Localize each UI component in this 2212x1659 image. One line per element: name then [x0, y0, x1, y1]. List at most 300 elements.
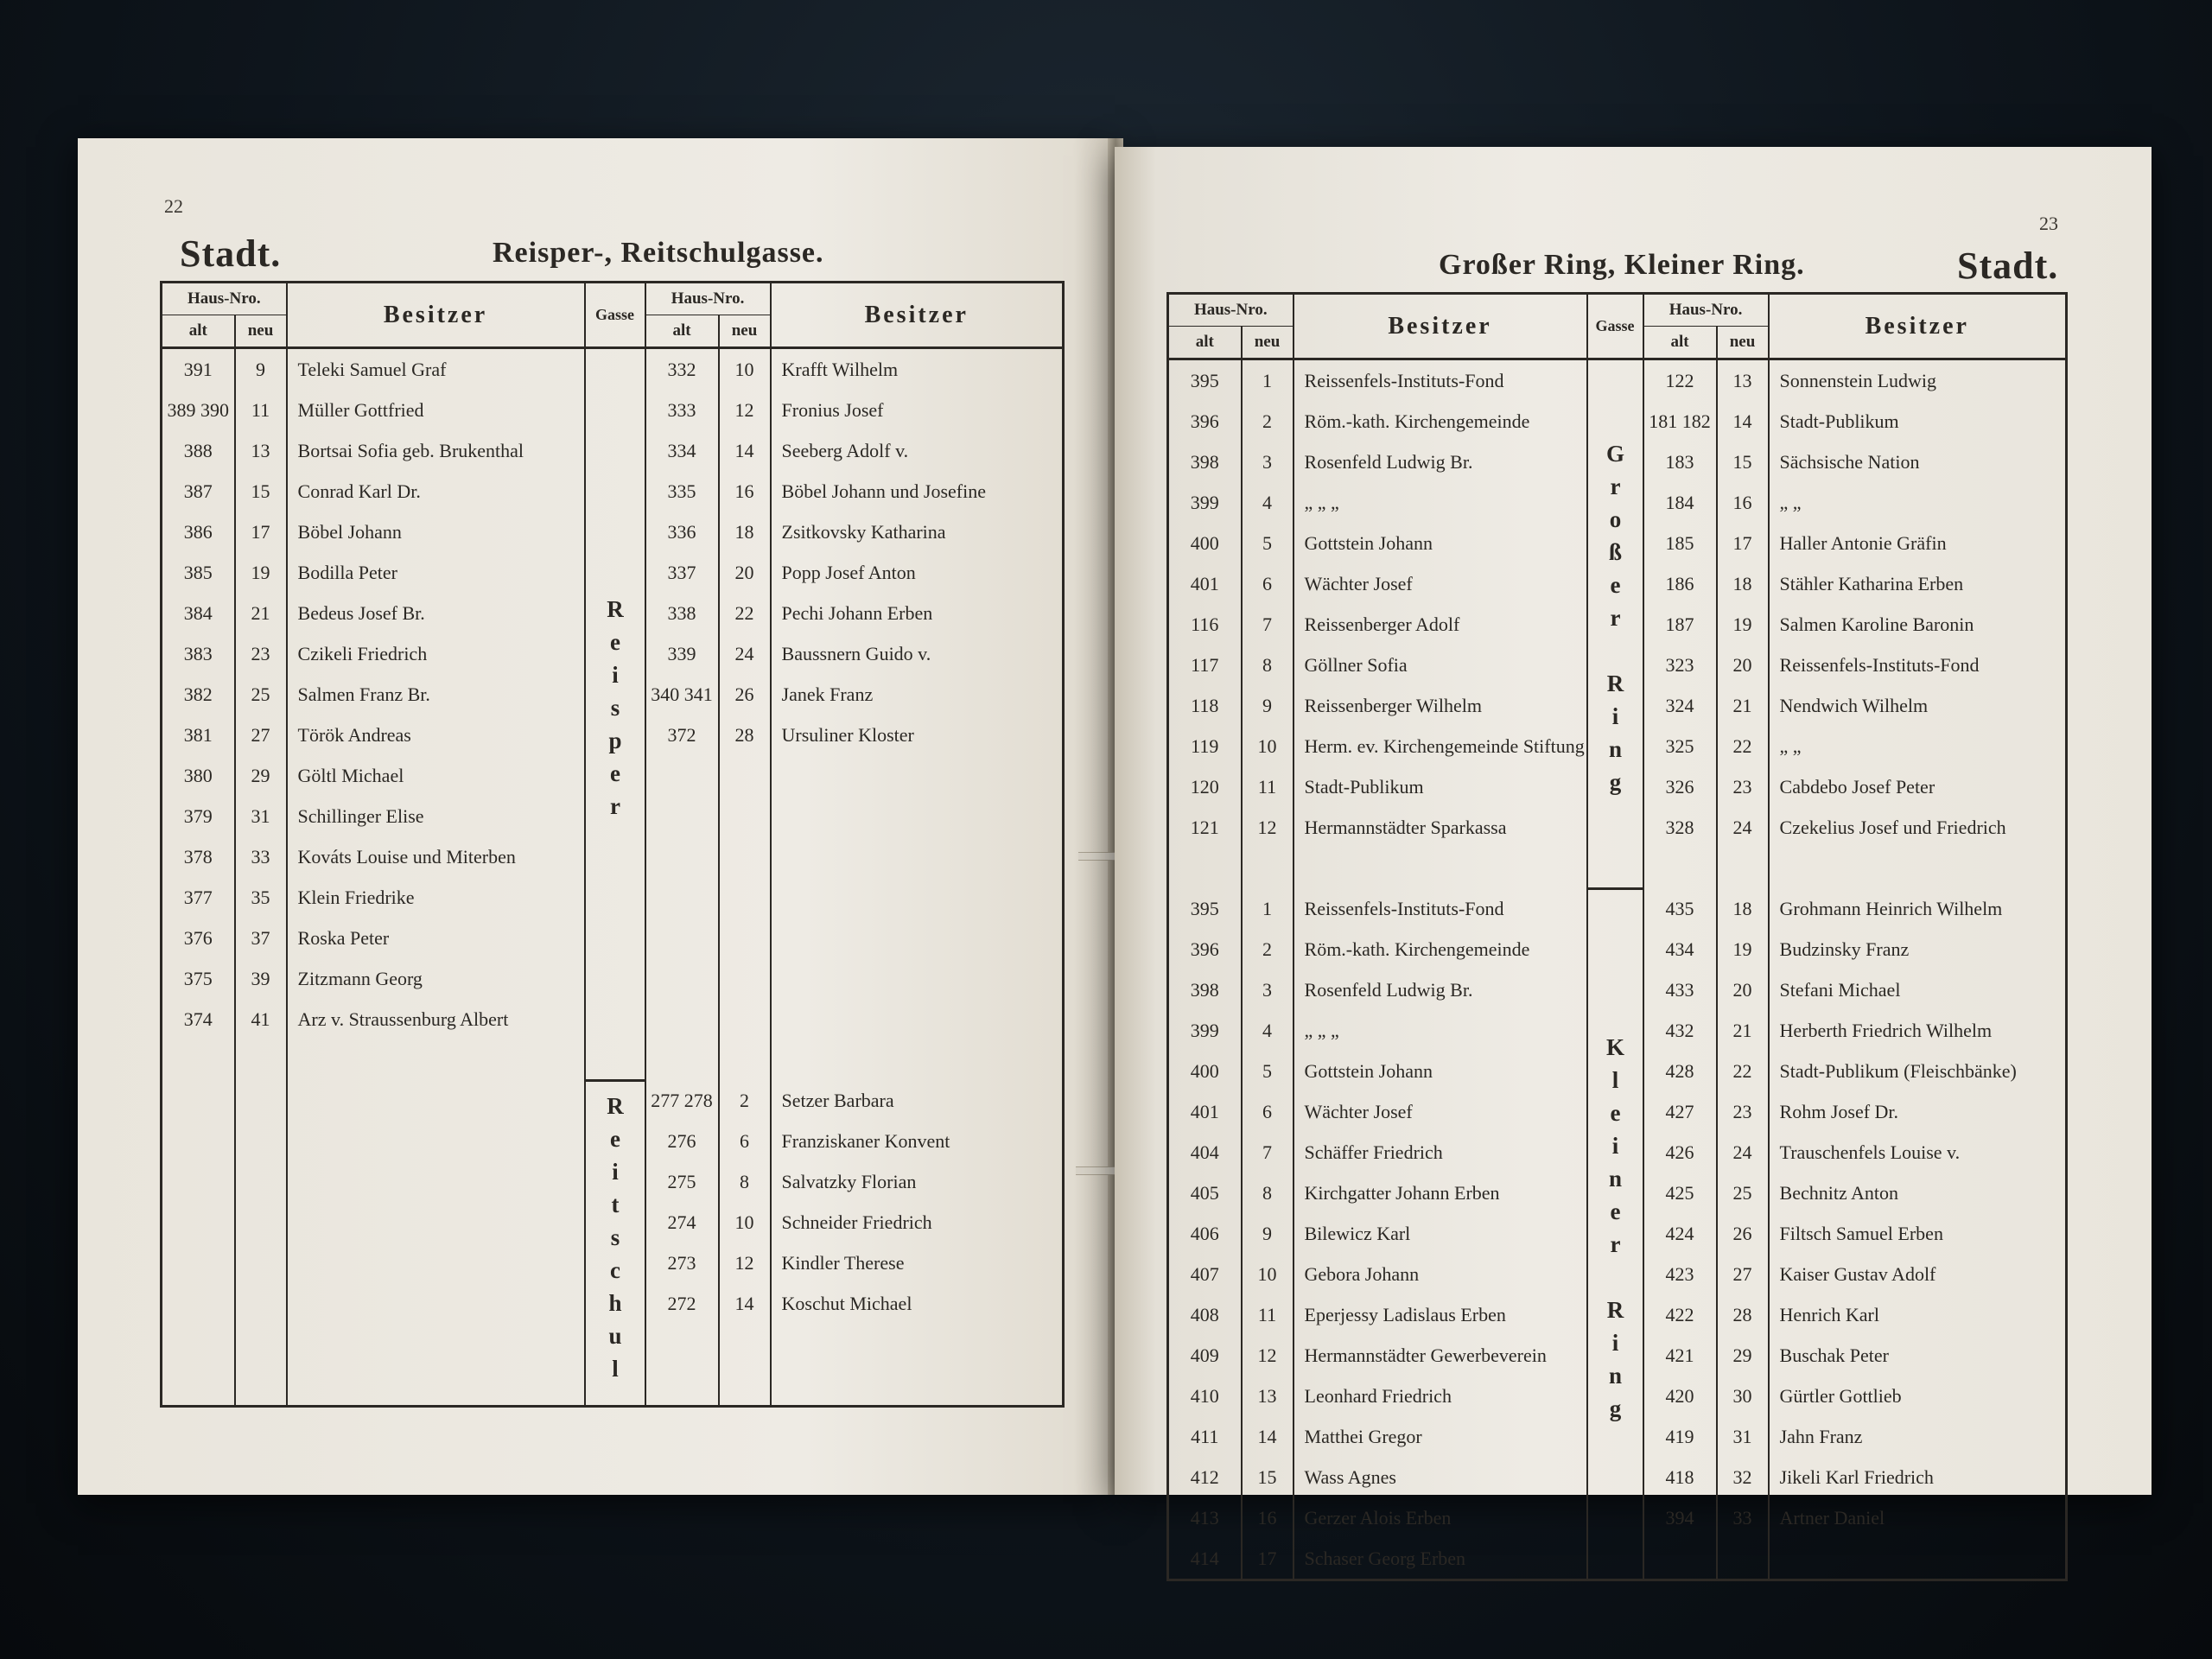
neu-number: 2	[719, 1080, 771, 1121]
alt-number: 411	[1168, 1416, 1242, 1457]
owner-name: Arz v. Straussenburg Albert	[287, 999, 585, 1039]
alt-number: 385	[162, 552, 235, 593]
empty-cell	[1769, 1538, 2067, 1580]
left-page	[78, 138, 1115, 1495]
neu-number: 27	[1717, 1254, 1769, 1294]
owner-name: Stähler Katharina Erben	[1769, 563, 2067, 604]
alt-number: 432	[1643, 1010, 1717, 1051]
neu-number: 16	[719, 471, 771, 512]
empty-cell	[287, 1080, 585, 1121]
owner-name: Gottstein Johann	[1294, 1051, 1587, 1091]
neu-number: 15	[235, 471, 287, 512]
empty-cell	[1643, 848, 1717, 888]
owner-name: Röm.-kath. Kirchengemeinde	[1294, 929, 1587, 969]
alt-number: 121	[1168, 807, 1242, 848]
neu-number: 10	[1242, 1254, 1294, 1294]
alt-number: 273	[645, 1243, 719, 1283]
owner-name: Czekelius Josef und Friedrich	[1769, 807, 2067, 848]
neu-number: 29	[1717, 1335, 1769, 1376]
alt-header: alt	[162, 315, 235, 348]
empty-cell	[719, 877, 771, 918]
alt-number: 399	[1168, 1010, 1242, 1051]
haus-nro-header: Haus-Nro.	[1643, 294, 1769, 327]
owner-name: Leonhard Friedrich	[1294, 1376, 1587, 1416]
neu-number: 22	[1717, 1051, 1769, 1091]
neu-number: 20	[719, 552, 771, 593]
alt-number: 433	[1643, 969, 1717, 1010]
alt-number: 413	[1168, 1497, 1242, 1538]
neu-number: 21	[1717, 1010, 1769, 1051]
owner-name: Salvatzky Florian	[771, 1161, 1064, 1202]
empty-cell	[287, 1161, 585, 1202]
alt-number: 187	[1643, 604, 1717, 645]
empty-cell	[1643, 1538, 1717, 1580]
empty-cell	[235, 1243, 287, 1283]
alt-number: 400	[1168, 1051, 1242, 1091]
neu-number: 15	[1242, 1457, 1294, 1497]
streets-title: Reisper-, Reitschulgasse.	[493, 237, 824, 269]
empty-cell	[235, 1202, 287, 1243]
alt-number: 116	[1168, 604, 1242, 645]
neu-number: 19	[1717, 929, 1769, 969]
owner-name: Pechi Johann Erben	[771, 593, 1064, 633]
neu-number: 19	[1717, 604, 1769, 645]
owner-name: Gerzer Alois Erben	[1294, 1497, 1587, 1538]
neu-number: 17	[235, 512, 287, 552]
empty-cell	[287, 1243, 585, 1283]
neu-number: 37	[235, 918, 287, 958]
empty-cell	[162, 1243, 235, 1283]
alt-number: 389 390	[162, 390, 235, 430]
alt-number: 422	[1643, 1294, 1717, 1335]
neu-number: 11	[1242, 1294, 1294, 1335]
neu-number: 1	[1242, 888, 1294, 929]
empty-cell	[771, 1364, 1064, 1407]
owner-name: Conrad Karl Dr.	[287, 471, 585, 512]
street-label-cell	[585, 1080, 645, 1407]
alt-number: 120	[1168, 766, 1242, 807]
neu-number: 21	[235, 593, 287, 633]
owner-name: Herm. ev. Kirchengemeinde Stiftung	[1294, 726, 1587, 766]
owner-name: Kindler Therese	[771, 1243, 1064, 1283]
alt-number: 328	[1643, 807, 1717, 848]
neu-number: 21	[1717, 685, 1769, 726]
neu-number: 18	[1717, 563, 1769, 604]
neu-number: 7	[1242, 604, 1294, 645]
page-number: 22	[164, 195, 183, 217]
alt-number: 419	[1643, 1416, 1717, 1457]
section-title: Stadt.	[180, 232, 282, 275]
owner-name: Franziskaner Konvent	[771, 1121, 1064, 1161]
owner-name: Nendwich Wilhelm	[1769, 685, 2067, 726]
neu-number: 12	[719, 1243, 771, 1283]
neu-header: neu	[1242, 327, 1294, 359]
neu-number: 39	[235, 958, 287, 999]
empty-cell	[719, 918, 771, 958]
neu-number: 2	[1242, 929, 1294, 969]
owner-name: „ „ „	[1294, 482, 1587, 523]
neu-number: 9	[235, 348, 287, 391]
owner-name: Buschak Peter	[1769, 1335, 2067, 1376]
besitzer-header: Besitzer	[287, 283, 585, 348]
empty-cell	[645, 1364, 719, 1407]
owner-name: Artner Daniel	[1769, 1497, 2067, 1538]
neu-number: 27	[235, 715, 287, 755]
owner-name: Bortsai Sofia geb. Brukenthal	[287, 430, 585, 471]
alt-number: 372	[645, 715, 719, 755]
owner-name: Cabdebo Josef Peter	[1769, 766, 2067, 807]
alt-number: 332	[645, 348, 719, 391]
page-number: 23	[2039, 213, 2058, 234]
owner-name: Reissenfels-Instituts-Fond	[1294, 359, 1587, 402]
neu-number: 28	[719, 715, 771, 755]
neu-number: 19	[235, 552, 287, 593]
owner-name: Fronius Josef	[771, 390, 1064, 430]
neu-number: 31	[235, 796, 287, 836]
alt-number: 381	[162, 715, 235, 755]
owner-name: Bilewicz Karl	[1294, 1213, 1587, 1254]
neu-number: 24	[1717, 807, 1769, 848]
neu-header: neu	[1717, 327, 1769, 359]
empty-cell	[1242, 848, 1294, 888]
neu-number: 10	[719, 1202, 771, 1243]
alt-number: 387	[162, 471, 235, 512]
neu-number: 13	[1717, 359, 1769, 402]
alt-number: 122	[1643, 359, 1717, 402]
alt-header: alt	[1168, 327, 1242, 359]
owner-name: Ursuliner Kloster	[771, 715, 1064, 755]
alt-number: 427	[1643, 1091, 1717, 1132]
besitzer-header: Besitzer	[1769, 294, 2067, 359]
neu-number: 6	[719, 1121, 771, 1161]
empty-cell	[287, 1283, 585, 1324]
neu-number: 14	[719, 1283, 771, 1324]
neu-number: 32	[1717, 1457, 1769, 1497]
owner-name: Böbel Johann	[287, 512, 585, 552]
alt-number: 376	[162, 918, 235, 958]
empty-cell	[645, 1039, 719, 1080]
owner-name: Popp Josef Anton	[771, 552, 1064, 593]
register-table	[160, 281, 1065, 1408]
empty-cell	[235, 1324, 287, 1364]
owner-name: Gebora Johann	[1294, 1254, 1587, 1294]
alt-number: 395	[1168, 359, 1242, 402]
owner-name: Kaiser Gustav Adolf	[1769, 1254, 2067, 1294]
empty-cell	[771, 918, 1064, 958]
owner-name: Schaser Georg Erben	[1294, 1538, 1587, 1580]
alt-number: 382	[162, 674, 235, 715]
empty-cell	[771, 1039, 1064, 1080]
alt-number: 276	[645, 1121, 719, 1161]
haus-nro-header: Haus-Nro.	[1168, 294, 1294, 327]
owner-name: Bodilla Peter	[287, 552, 585, 593]
neu-number: 8	[1242, 1173, 1294, 1213]
empty-cell	[162, 1080, 235, 1121]
alt-number: 396	[1168, 401, 1242, 442]
neu-number: 4	[1242, 1010, 1294, 1051]
neu-number: 10	[719, 348, 771, 391]
neu-number: 41	[235, 999, 287, 1039]
empty-cell	[719, 755, 771, 796]
owner-name: Kováts Louise und Miterben	[287, 836, 585, 877]
alt-number: 386	[162, 512, 235, 552]
neu-number: 23	[1717, 766, 1769, 807]
owner-name: Török Andreas	[287, 715, 585, 755]
owner-name: Eperjessy Ladislaus Erben	[1294, 1294, 1587, 1335]
alt-number: 421	[1643, 1335, 1717, 1376]
neu-number: 1	[1242, 359, 1294, 402]
neu-number: 2	[1242, 401, 1294, 442]
empty-cell	[287, 1039, 585, 1080]
alt-number: 383	[162, 633, 235, 674]
alt-number: 391	[162, 348, 235, 391]
neu-number: 6	[1242, 1091, 1294, 1132]
neu-number: 9	[1242, 1213, 1294, 1254]
owner-name: Stadt-Publikum	[1769, 401, 2067, 442]
alt-number: 398	[1168, 969, 1242, 1010]
alt-number: 117	[1168, 645, 1242, 685]
owner-name: Gürtler Gottlieb	[1769, 1376, 2067, 1416]
alt-number: 378	[162, 836, 235, 877]
owner-name: Göltl Michael	[287, 755, 585, 796]
neu-number: 12	[719, 390, 771, 430]
section-title: Stadt.	[1957, 245, 2059, 287]
neu-header: neu	[719, 315, 771, 348]
alt-number: 423	[1643, 1254, 1717, 1294]
owner-name: Wächter Josef	[1294, 563, 1587, 604]
empty-cell	[162, 1324, 235, 1364]
alt-number: 119	[1168, 726, 1242, 766]
neu-number: 18	[719, 512, 771, 552]
owner-name: Schneider Friedrich	[771, 1202, 1064, 1243]
owner-name: Müller Gottfried	[287, 390, 585, 430]
empty-cell	[719, 1364, 771, 1407]
neu-number: 14	[1242, 1416, 1294, 1457]
alt-number: 375	[162, 958, 235, 999]
neu-number: 14	[1717, 401, 1769, 442]
alt-number: 405	[1168, 1173, 1242, 1213]
owner-name: Sächsische Nation	[1769, 442, 2067, 482]
owner-name: Haller Antonie Gräfin	[1769, 523, 2067, 563]
empty-cell	[645, 1324, 719, 1364]
owner-name: Stadt-Publikum (Fleischbänke)	[1769, 1051, 2067, 1091]
owner-name: Reissenfels-Instituts-Fond	[1294, 888, 1587, 929]
neu-number: 26	[719, 674, 771, 715]
neu-number: 18	[1717, 888, 1769, 929]
alt-number: 406	[1168, 1213, 1242, 1254]
alt-number: 388	[162, 430, 235, 471]
alt-header: alt	[645, 315, 719, 348]
alt-number: 275	[645, 1161, 719, 1202]
alt-number: 336	[645, 512, 719, 552]
owner-name: Bedeus Josef Br.	[287, 593, 585, 633]
alt-number: 183	[1643, 442, 1717, 482]
empty-cell	[235, 1283, 287, 1324]
neu-number: 14	[719, 430, 771, 471]
owner-name: Trauschenfels Louise v.	[1769, 1132, 2067, 1173]
alt-number: 394	[1643, 1497, 1717, 1538]
neu-number: 35	[235, 877, 287, 918]
owner-name: Setzer Barbara	[771, 1080, 1064, 1121]
alt-number: 334	[645, 430, 719, 471]
empty-cell	[162, 1161, 235, 1202]
owner-name: „ „	[1769, 726, 2067, 766]
neu-number: 9	[1242, 685, 1294, 726]
alt-number: 335	[645, 471, 719, 512]
alt-number: 409	[1168, 1335, 1242, 1376]
alt-number: 435	[1643, 888, 1717, 929]
street-name: Kleiner Ring	[1602, 1034, 1629, 1429]
alt-number: 379	[162, 796, 235, 836]
owner-name: Sonnenstein Ludwig	[1769, 359, 2067, 402]
alt-number: 426	[1643, 1132, 1717, 1173]
neu-number: 20	[1717, 645, 1769, 685]
table-row	[1168, 888, 2067, 929]
neu-number: 7	[1242, 1132, 1294, 1173]
alt-number: 333	[645, 390, 719, 430]
owner-name: Salmen Karoline Baronin	[1769, 604, 2067, 645]
neu-header: neu	[235, 315, 287, 348]
haus-nro-header: Haus-Nro.	[645, 283, 771, 315]
owner-name: Jikeli Karl Friedrich	[1769, 1457, 2067, 1497]
alt-number: 420	[1643, 1376, 1717, 1416]
alt-number: 274	[645, 1202, 719, 1243]
neu-number: 3	[1242, 969, 1294, 1010]
alt-number: 272	[645, 1283, 719, 1324]
empty-cell	[771, 999, 1064, 1039]
alt-number: 404	[1168, 1132, 1242, 1173]
owner-name: Gottstein Johann	[1294, 523, 1587, 563]
empty-cell	[1769, 848, 2067, 888]
empty-cell	[645, 958, 719, 999]
owner-name: Grohmann Heinrich Wilhelm	[1769, 888, 2067, 929]
empty-cell	[771, 877, 1064, 918]
owner-name: Budzinsky Franz	[1769, 929, 2067, 969]
alt-number: 424	[1643, 1213, 1717, 1254]
empty-cell	[719, 999, 771, 1039]
owner-name: Stefani Michael	[1769, 969, 2067, 1010]
empty-cell	[235, 1121, 287, 1161]
alt-number: 401	[1168, 1091, 1242, 1132]
register-table	[1166, 292, 2068, 1581]
street-name: Reisper	[602, 596, 629, 827]
owner-name: Böbel Johann und Josefine	[771, 471, 1064, 512]
empty-cell	[771, 836, 1064, 877]
neu-number: 23	[1717, 1091, 1769, 1132]
neu-number: 25	[1717, 1173, 1769, 1213]
street-label-cell	[1587, 359, 1643, 889]
empty-cell	[645, 755, 719, 796]
street-label-cell	[1587, 888, 1643, 1580]
besitzer-header: Besitzer	[1294, 294, 1587, 359]
owner-name: „ „	[1769, 482, 2067, 523]
alt-number: 412	[1168, 1457, 1242, 1497]
owner-name: Wass Agnes	[1294, 1457, 1587, 1497]
alt-number: 338	[645, 593, 719, 633]
street-name: Reitschul	[602, 1092, 629, 1389]
owner-name: Wächter Josef	[1294, 1091, 1587, 1132]
owner-name: Rohm Josef Dr.	[1769, 1091, 2067, 1132]
alt-number: 425	[1643, 1173, 1717, 1213]
table-row	[162, 348, 1064, 391]
empty-cell	[645, 836, 719, 877]
alt-number: 428	[1643, 1051, 1717, 1091]
alt-number: 398	[1168, 442, 1242, 482]
alt-number: 407	[1168, 1254, 1242, 1294]
neu-number: 24	[1717, 1132, 1769, 1173]
alt-number: 186	[1643, 563, 1717, 604]
empty-cell	[287, 1364, 585, 1407]
owner-name: Kirchgatter Johann Erben	[1294, 1173, 1587, 1213]
neu-number: 5	[1242, 1051, 1294, 1091]
alt-number: 337	[645, 552, 719, 593]
haus-nro-header: Haus-Nro.	[162, 283, 287, 315]
empty-cell	[719, 958, 771, 999]
neu-number: 10	[1242, 726, 1294, 766]
empty-cell	[235, 1039, 287, 1080]
empty-cell	[645, 877, 719, 918]
neu-number: 17	[1717, 523, 1769, 563]
neu-number: 28	[1717, 1294, 1769, 1335]
neu-number: 20	[1717, 969, 1769, 1010]
empty-cell	[162, 1121, 235, 1161]
neu-number: 13	[235, 430, 287, 471]
empty-cell	[771, 796, 1064, 836]
table-row	[1168, 359, 2067, 402]
empty-cell	[771, 755, 1064, 796]
empty-cell	[719, 796, 771, 836]
besitzer-header: Besitzer	[771, 283, 1064, 348]
empty-cell	[162, 1039, 235, 1080]
owner-name: Schäffer Friedrich	[1294, 1132, 1587, 1173]
neu-number: 31	[1717, 1416, 1769, 1457]
neu-number: 3	[1242, 442, 1294, 482]
neu-number: 16	[1717, 482, 1769, 523]
owner-name: Schillinger Elise	[287, 796, 585, 836]
empty-cell	[287, 1202, 585, 1243]
owner-name: Filtsch Samuel Erben	[1769, 1213, 2067, 1254]
empty-cell	[162, 1283, 235, 1324]
empty-cell	[771, 958, 1064, 999]
empty-cell	[287, 1121, 585, 1161]
empty-cell	[162, 1364, 235, 1407]
owner-name: Bechnitz Anton	[1769, 1173, 2067, 1213]
empty-cell	[1717, 848, 1769, 888]
neu-number: 22	[1717, 726, 1769, 766]
alt-number: 118	[1168, 685, 1242, 726]
alt-number: 418	[1643, 1457, 1717, 1497]
neu-number: 11	[1242, 766, 1294, 807]
owner-name: Reissenberger Adolf	[1294, 604, 1587, 645]
owner-name: Klein Friedrike	[287, 877, 585, 918]
owner-name: Matthei Gregor	[1294, 1416, 1587, 1457]
neu-number: 11	[235, 390, 287, 430]
owner-name: Baussnern Guido v.	[771, 633, 1064, 674]
empty-cell	[1294, 848, 1587, 888]
alt-number: 408	[1168, 1294, 1242, 1335]
owner-name: Herberth Friedrich Wilhelm	[1769, 1010, 2067, 1051]
owner-name: Jahn Franz	[1769, 1416, 2067, 1457]
owner-name: Rosenfeld Ludwig Br.	[1294, 442, 1587, 482]
neu-number: 8	[1242, 645, 1294, 685]
alt-number: 326	[1643, 766, 1717, 807]
owner-name: Hermannstädter Gewerbeverein	[1294, 1335, 1587, 1376]
owner-name: Henrich Karl	[1769, 1294, 2067, 1335]
owner-name: Rosenfeld Ludwig Br.	[1294, 969, 1587, 1010]
owner-name: Krafft Wilhelm	[771, 348, 1064, 391]
neu-number: 33	[1717, 1497, 1769, 1538]
empty-cell	[235, 1080, 287, 1121]
